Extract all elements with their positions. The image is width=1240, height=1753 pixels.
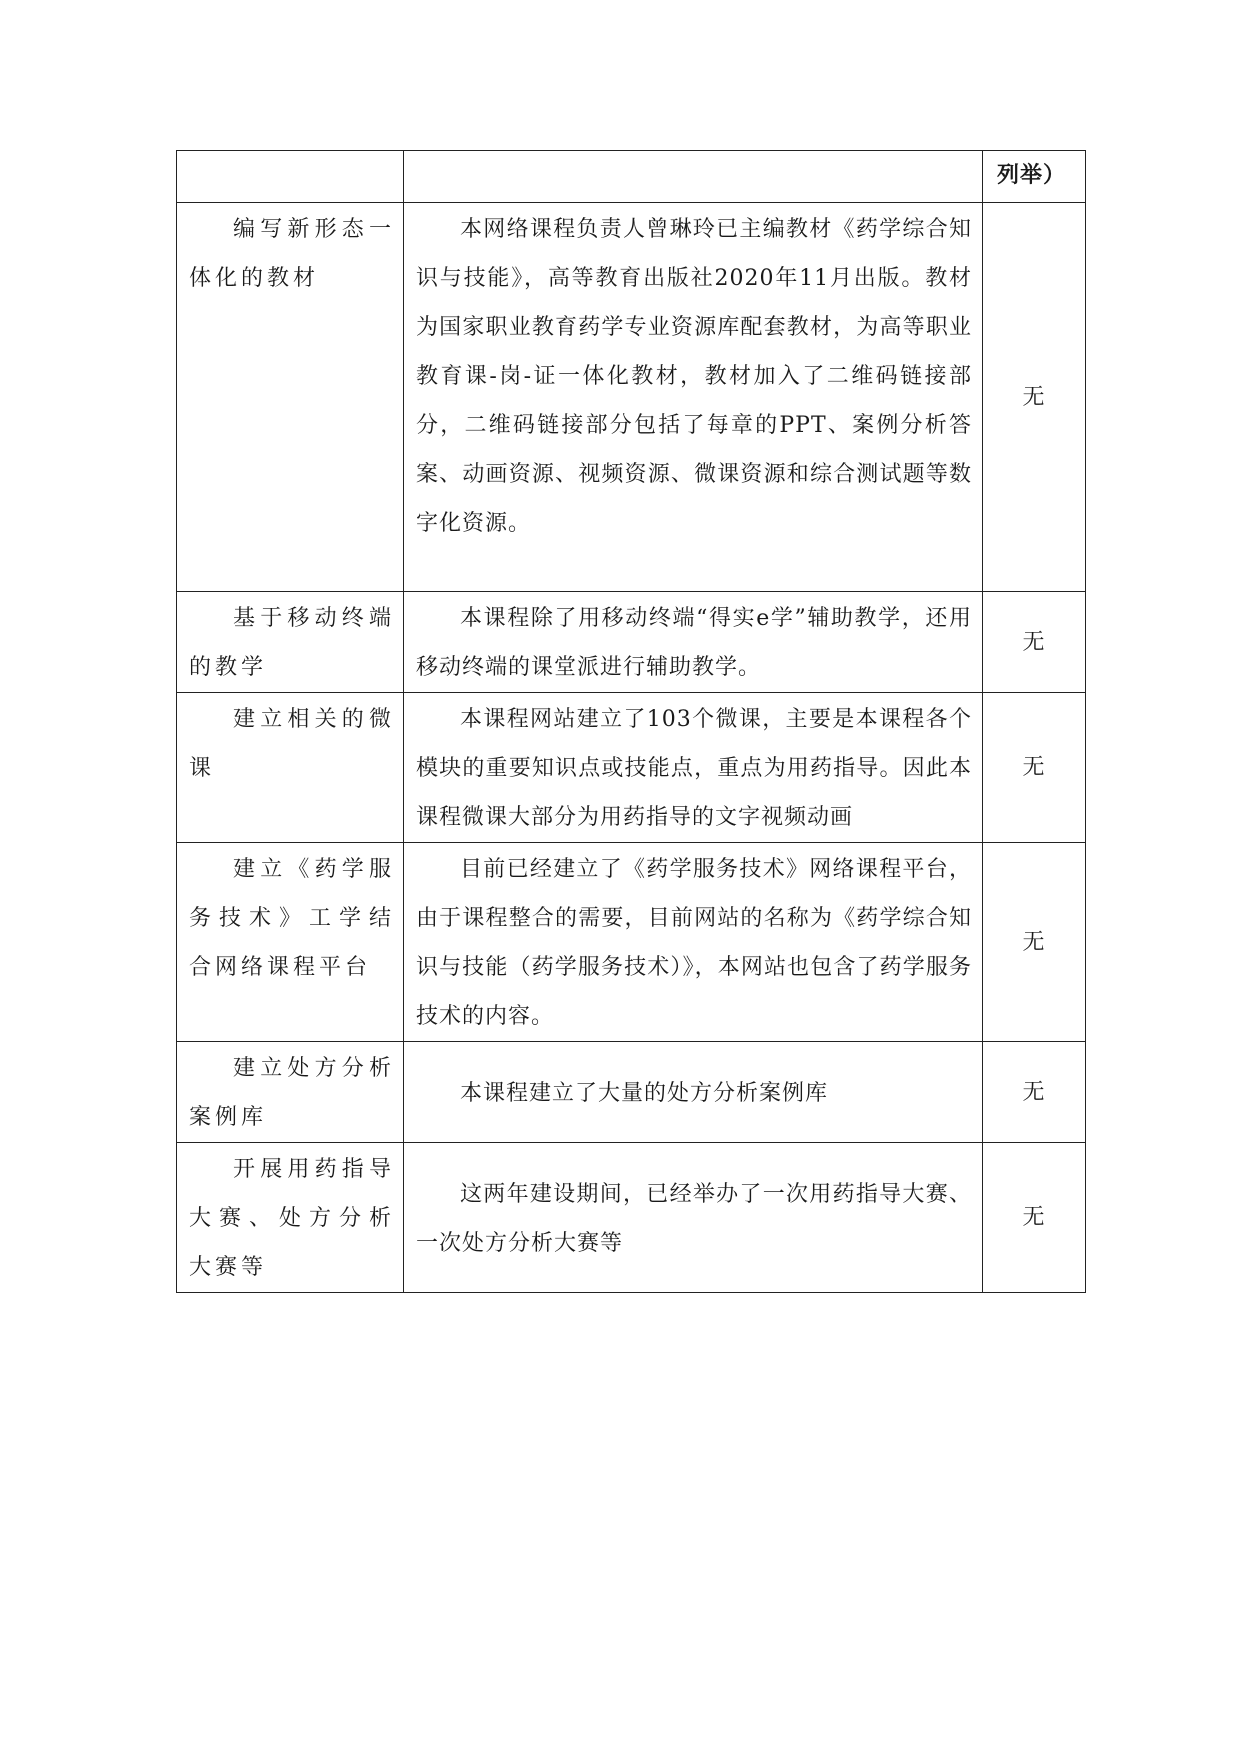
row-note: 无 [983,1143,1086,1293]
header-cell-note: 列举） [983,151,1086,203]
row-item: 建立处方分析案例库 [177,1042,404,1143]
row-content: 目前已经建立了《药学服务技术》网络课程平台，由于课程整合的需要，目前网站的名称为《药学综合知识与技能（药学服务技术）》，本网站也包含了药学服务技术的内容。 [404,843,983,1042]
row-content: 本课程网站建立了103个微课，主要是本课程各个模块的重要知识点或技能点，重点为用药指导。因此本课程微课大部分为用药指导的文字视频动画 [404,693,983,843]
row-item: 开展用药指导大赛、处方分析大赛等 [177,1143,404,1293]
table-row [177,693,1086,843]
row-content: 本网络课程负责人曾琳玲已主编教材《药学综合知识与技能》，高等教育出版社2020年11月出版。教材为国家职业教育药学专业资源库配套教材，为高等职业教育课-岗-证一体化教材，教材加入了二维码链接部分，二维码链接部分包括了每章的PPT、案例分析答案、动画资源、视频资源、微课资源和综合测试题等数字化资源。 [404,203,983,592]
row-content: 本课程建立了大量的处方分析案例库 [404,1042,983,1143]
row-item: 编写新形态一体化的教材 [177,203,404,592]
table-row [177,1042,1086,1143]
header-cell-item [177,151,404,203]
row-item: 建立相关的微课 [177,693,404,843]
table-header-row [177,151,1086,203]
row-note: 无 [983,1042,1086,1143]
row-note: 无 [983,203,1086,592]
row-note: 无 [983,592,1086,693]
row-item: 基于移动终端的教学 [177,592,404,693]
row-item: 建立《药学服务技术》工学结合网络课程平台 [177,843,404,1042]
row-note: 无 [983,693,1086,843]
row-content: 这两年建设期间，已经举办了一次用药指导大赛、一次处方分析大赛等 [404,1143,983,1293]
row-note: 无 [983,843,1086,1042]
table-row [177,592,1086,693]
table-row [177,1143,1086,1293]
header-cell-content [404,151,983,203]
table-row [177,203,1086,592]
measures-table [176,150,1086,1293]
row-content: 本课程除了用移动终端“得实e学”辅助教学，还用移动终端的课堂派进行辅助教学。 [404,592,983,693]
table-row [177,843,1086,1042]
